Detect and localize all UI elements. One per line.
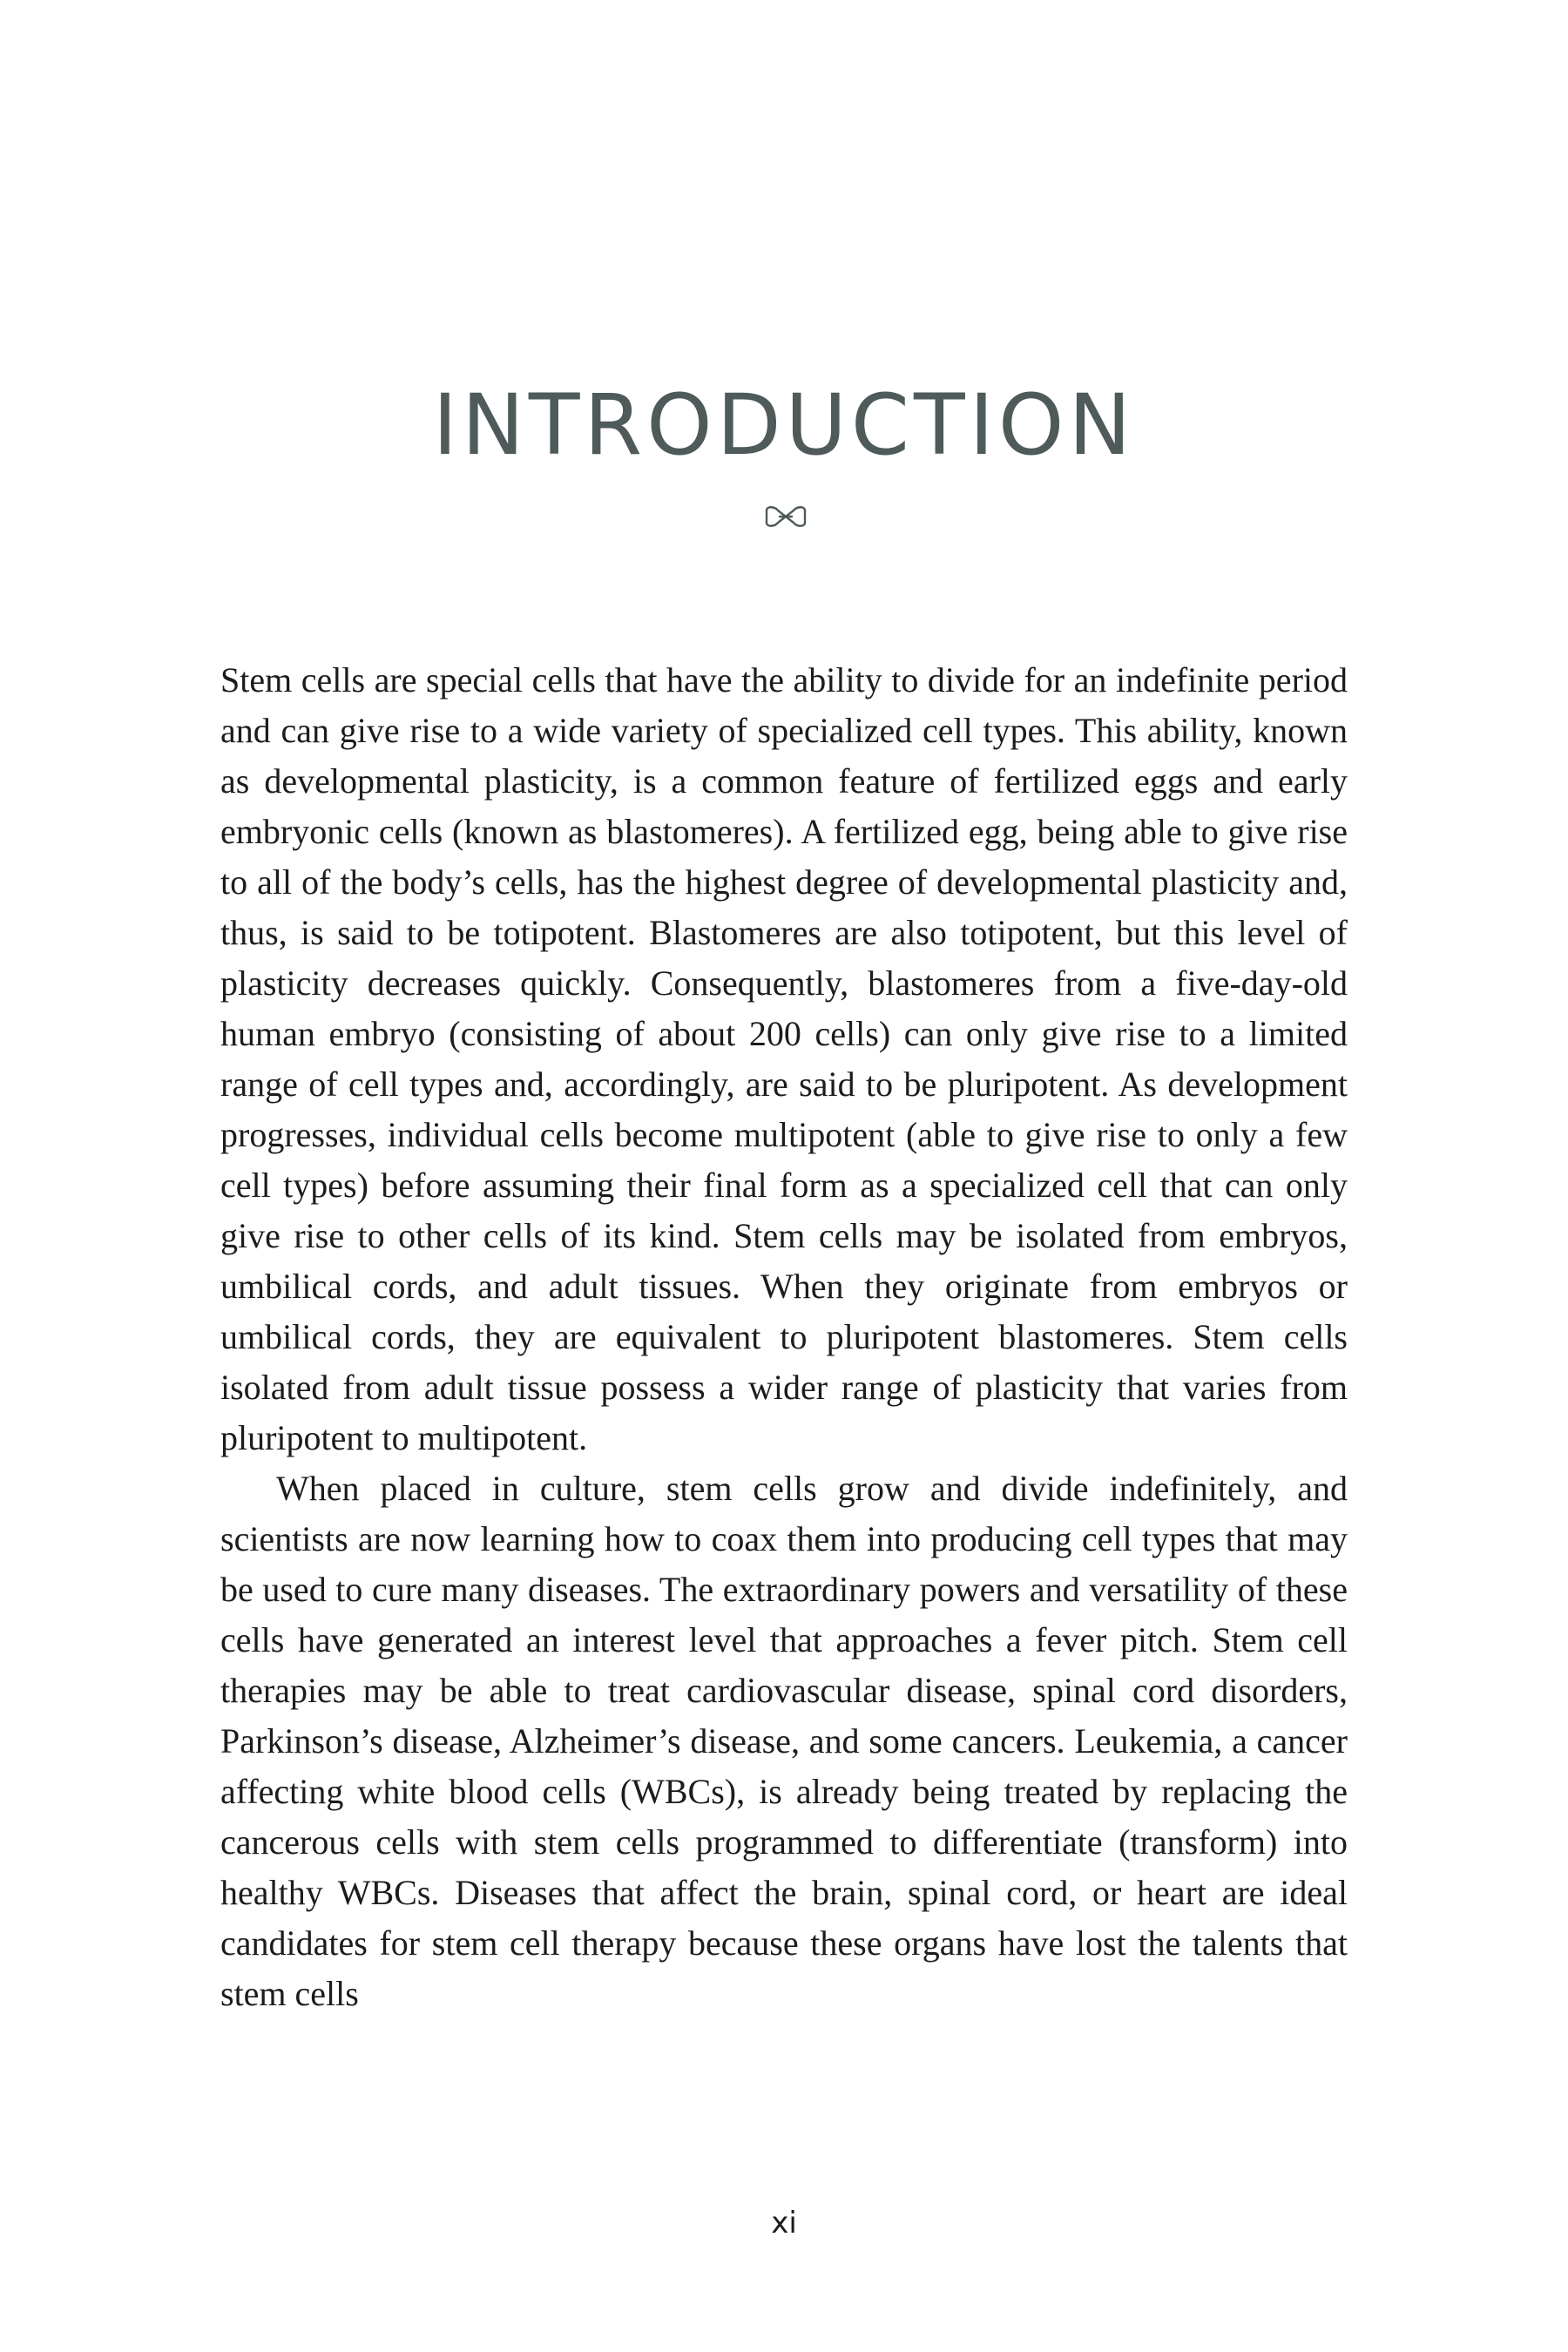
- page-number: xi: [771, 2206, 797, 2240]
- body-paragraph-2: When placed in culture, stem cells grow and divide indefinitely, and scientists are now learning how to coax them into producing cell types that may be used to cure many diseases. The extraordinary powers and versatility of these cells have generated an interest level that approaches a fever pitch. Stem cell therapies may be able to treat cardiovascular disease, spinal cord disorders, Parkinson’s disease, Alzheimer’s disease, and some cancers. Leukemia, a cancer affecting white blood cells (WBCs), is already being treated by replacing the cancerous cells with stem cells programmed to differentiate (transform) into healthy WBCs. Diseases that affect the brain, spinal cord, or heart are ideal candidates for stem cell therapy because these organs have lost the talents that stem cells: [220, 1469, 1348, 2013]
- chapter-body: [220, 655, 1348, 2019]
- body-paragraph-1: Stem cells are special cells that have the ability to divide for an indefinite period and can give rise to a wide variety of specialized cell types. This ability, known as developmental plasticity, is a common feature of fertilized eggs and early embryonic cells (known as blastomeres). A fertilized egg, being able to give rise to all of the body’s cells, has the highest degree of developmental plasticity and, thus, is said to be totipotent. Blastomeres are also totipotent, but this level of plasticity decreases quickly. Consequently, blastomeres from a five-day-old human embryo (consisting of about 200 cells) can only give rise to a limited range of cell types and, accordingly, are said to be pluripotent. As development progresses, individual cells become multipotent (able to give rise to only a few cell types) before assuming their final form as a specialized cell that can only give rise to other cells of its kind. Stem cells may be isolated from embryos, umbilical cords, and adult tissues. When they originate from embryos or umbilical cords, they are equivalent to pluripotent blastomeres. Stem cells isolated from adult tissue possess a wider range of plasticity that varies from pluripotent to multipotent.: [220, 660, 1348, 1457]
- knot-ornament-icon: [764, 504, 808, 530]
- chapter-title: INTRODUCTION: [432, 376, 1136, 474]
